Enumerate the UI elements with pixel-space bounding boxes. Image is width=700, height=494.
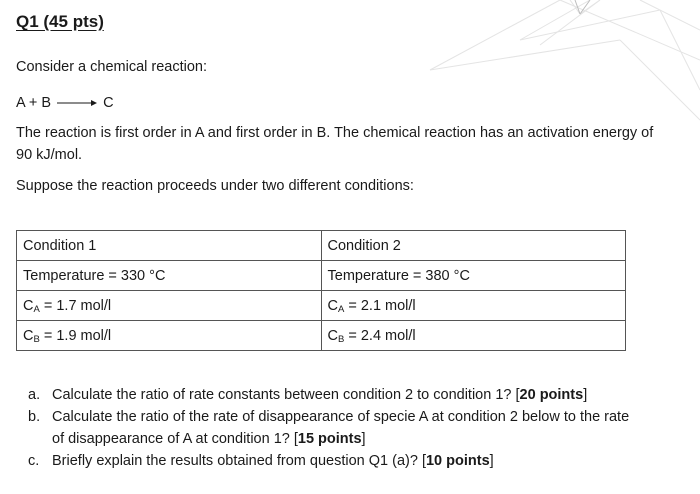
ca-value: = 2.1 mol/l <box>344 297 416 314</box>
question-letter: c. <box>28 453 40 469</box>
question-item-a <box>28 384 638 406</box>
header-condition-2: Condition 2 <box>321 231 626 261</box>
question-text: Calculate the ratio of rate constants between condition 2 to condition 1? [20 points] <box>52 387 588 403</box>
table-row-cb <box>17 321 626 351</box>
ca-condition-1 <box>17 291 322 321</box>
intro-text: Consider a chemical reaction: <box>16 59 208 75</box>
cb-value: = 1.9 mol/l <box>39 327 112 344</box>
table-header-row <box>17 231 626 261</box>
ca-symbol: C <box>327 297 338 314</box>
cb-symbol: C <box>23 327 34 344</box>
cb-condition-2 <box>321 321 626 351</box>
questions-list <box>28 384 638 472</box>
cb-subscript: B <box>337 333 345 345</box>
cb-subscript: B <box>33 333 40 345</box>
equation-reactants: A + B <box>16 95 52 111</box>
conditions-intro: Suppose the reaction proceeds under two different conditions: <box>16 178 414 194</box>
question-points: 15 points <box>297 431 362 447</box>
question-item-c <box>28 450 638 472</box>
temperature-condition-1: Temperature = 330 °C <box>17 261 322 291</box>
question-points: 10 points <box>425 453 490 469</box>
question-title: Q1 (45 pts) <box>16 12 104 31</box>
question-text: Calculate the ratio of the rate of disappearance of specie A at condition 2 below to the rate of disappearance of A at condition 1? [15 points] <box>52 409 630 447</box>
cb-symbol: C <box>327 327 338 344</box>
ca-subscript: A <box>337 303 345 315</box>
table-row-temperature <box>17 261 626 291</box>
ca-condition-2 <box>321 291 626 321</box>
ca-symbol: C <box>23 297 34 314</box>
question-item-b <box>28 406 638 450</box>
conditions-table <box>16 230 626 351</box>
reaction-arrow-icon <box>55 98 99 108</box>
question-letter: b. <box>28 409 41 425</box>
reaction-equation <box>16 92 114 114</box>
equation-product: C <box>103 95 114 111</box>
question-text: Briefly explain the results obtained from question Q1 (a)? [10 points] <box>52 453 494 469</box>
temperature-condition-2: Temperature = 380 °C <box>321 261 626 291</box>
ca-value: = 1.7 mol/l <box>39 297 112 314</box>
question-points: 20 points <box>519 387 584 403</box>
cb-condition-1 <box>17 321 322 351</box>
reaction-description: The reaction is first order in A and first order in B. The chemical reaction has an activation energy of 90 kJ/mol. <box>16 125 654 163</box>
ca-subscript: A <box>33 303 40 315</box>
question-letter: a. <box>28 387 41 403</box>
cb-value: = 2.4 mol/l <box>344 327 416 344</box>
header-condition-1: Condition 1 <box>17 231 322 261</box>
table-row-ca <box>17 291 626 321</box>
